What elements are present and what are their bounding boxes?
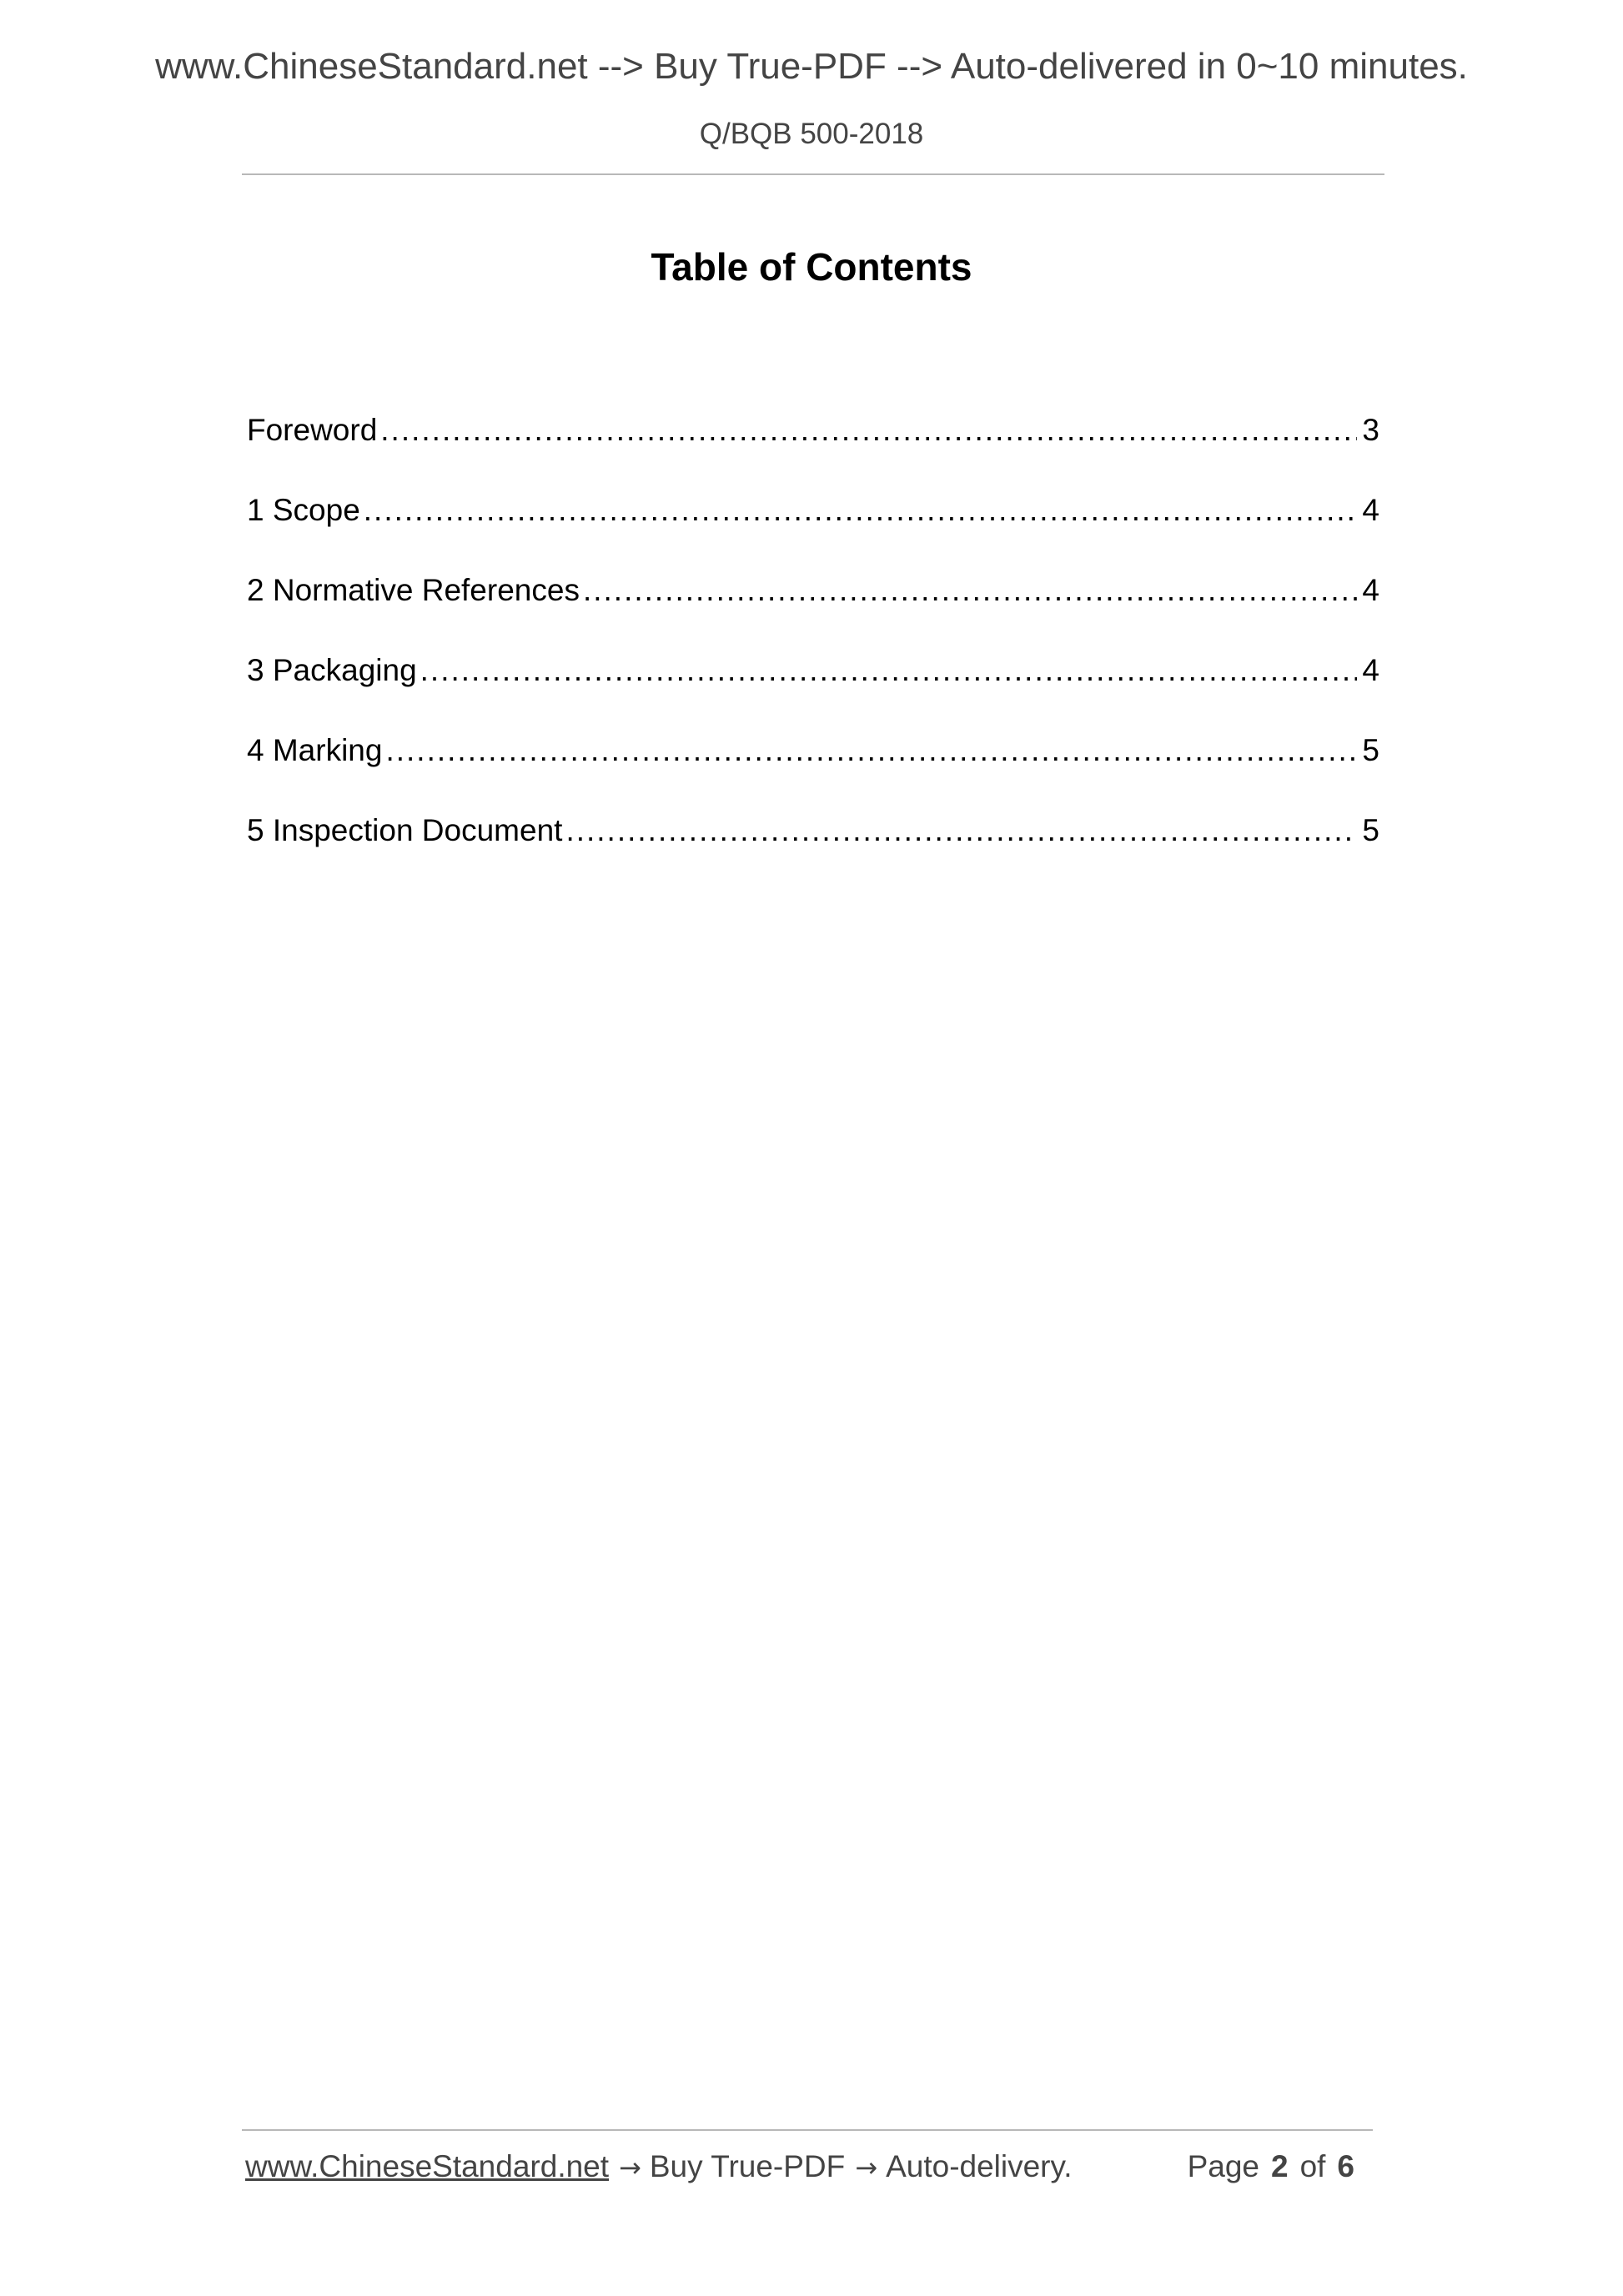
header-divider: [242, 173, 1384, 175]
toc-entry-label: 2 Normative References: [247, 573, 580, 607]
toc-entry-inspection-document[interactable]: [247, 776, 1379, 856]
toc-list: [247, 375, 1379, 856]
right-arrow-icon: →: [855, 2152, 878, 2183]
toc-dot-leader: [364, 485, 1358, 535]
toc-entry-scope[interactable]: [247, 455, 1379, 535]
toc-entry-foreword[interactable]: [247, 375, 1379, 455]
footer-promo: [245, 2142, 1073, 2193]
toc-entry-page: 4: [1362, 493, 1379, 527]
toc-dot-leader: [583, 565, 1357, 615]
footer-buy-text: Buy True-PDF: [649, 2149, 846, 2183]
page-total: 6: [1337, 2149, 1354, 2183]
toc-dot-leader: [565, 806, 1357, 856]
page-current: 2: [1270, 2149, 1289, 2183]
toc-dot-leader: [380, 405, 1357, 455]
toc-entry-page: 5: [1362, 733, 1379, 767]
toc-entry-label: 3 Packaging: [247, 653, 417, 687]
toc-entry-packaging[interactable]: [247, 615, 1379, 696]
toc-entry-label: 5 Inspection Document: [247, 813, 563, 847]
toc-entry-label: Foreword: [247, 413, 378, 447]
toc-entry-normative-references[interactable]: [247, 535, 1379, 615]
toc-dot-leader: [420, 646, 1358, 696]
page-word: Page: [1187, 2149, 1259, 2183]
toc-entry-marking[interactable]: [247, 696, 1379, 776]
page-footer: [245, 2142, 1373, 2192]
toc-entry-page: 4: [1362, 573, 1379, 607]
toc-entry-label: 4 Marking: [247, 733, 383, 767]
footer-delivery-text: Auto-delivery.: [886, 2149, 1073, 2183]
toc-entry-page: 3: [1362, 413, 1379, 447]
right-arrow-icon: →: [619, 2152, 641, 2183]
toc-dot-leader: [385, 726, 1357, 776]
page-indicator: [1188, 2142, 1354, 2192]
footer-divider: [242, 2129, 1373, 2131]
toc-entry-page: 5: [1362, 813, 1379, 847]
page-of-word: of: [1299, 2149, 1326, 2183]
toc-entry-label: 1 Scope: [247, 493, 360, 527]
toc-title: Table of Contents: [651, 245, 972, 289]
toc-entry-page: 4: [1362, 653, 1379, 687]
top-banner: www.ChineseStandard.net --> Buy True-PDF --> Auto-delivered in 0~10 minutes.: [155, 46, 1468, 87]
footer-site-link[interactable]: www.ChineseStandard.net: [245, 2149, 610, 2183]
document-code: Q/BQB 500-2018: [699, 118, 924, 150]
